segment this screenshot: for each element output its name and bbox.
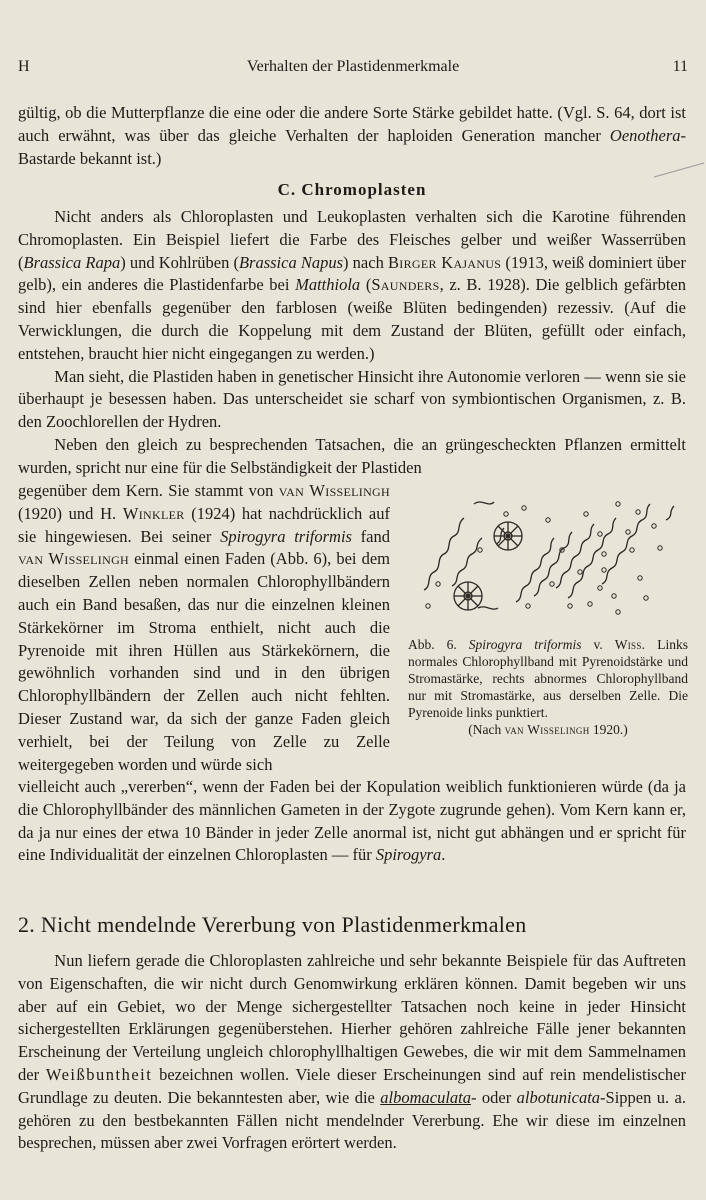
paragraph-chromoplasten: Nicht anders als Chloroplasten und Leukoplasten verhalten sich die Karotine führenden Chromoplasten. Ein Beispiel liefert die Farbe des Fleisches gelber und weißer Wasserrüben (Brassica Rapa) und Kohlrüben (Brassica Napus) nach Birger Kajanus (1913, weiß dominiert über gelb), ein anderes die Plastidenfarbe bei Matthiola (Saunders, z. B. 1928). Die gelblich gefärbten sind hier ebenfalls gegenüber den farblosen (weiße Blüten bedingenden) rezessiv. (Auf die Verwicklungen, die durch die Koppelung mit dem Zustand der Blüten, gefüllt oder einfach, entstehen, braucht hier nicht eingegangen zu werden.) Man sieht, die Plastiden haben in genetischer Hinsicht ihre Autonomie verloren — wenn sie sie überhaupt je besessen haben. Das unterscheidet sie scharf von symbiontischen Organismen, z. B. den Zoochlorellen der Hydren. Neben den gleich zu besprechenden Tatsachen, die an grüngescheckten Pflanzen ermittelt wurden, spricht nur eine für die Selbständigkeit der Plastiden [18,206,686,480]
paragraph-spirogyra-end: vielleicht auch „vererben“, wenn der Faden bei der Kopulation weiblich funktionieren würde (da ja die Chlorophyllbänder des männlichen Gameten in der Zygote zugrunde gehen). Vom Kern kann er, da ja nur eines der etwa 10 Bänder in jeder Zelle anormal ist, nicht gut abhängen und er spricht für eine Individualität der einzelnen Chloroplasten — für Spirogyra. [18,777,686,865]
intro-paragraph: gültig, ob die Mutterpflanze die eine oder die andere Sorte Stärke gebildet hatte. (Vgl. S. 64, dort ist auch erwähnt, was über das gleiche Verhalten der haploiden Generation mancher Oenothera-Bastarde bekannt ist.) [18,103,686,168]
running-header [18,58,688,82]
paragraph-spirogyra-column: gegenüber dem Kern. Sie stammt von van Wisselingh (1920) und H. Winkler (1924) hat nachdrücklich auf sie hingewiesen. Bei seiner Spirogyra triformis fand van Wisselingh einmal einen Faden (Abb. 6), bei dem dieselben Zellen neben normalen Chlorophyllbändern auch ein Band besaßen, das nur die einzelnen kleinen Stärkekörner im Stroma enthielt, nicht auch die Pyrenoide mit ihren Hüllen aus Stärkekörnern, die gewöhnlich vorhanden sind und in den übrigen Chlorophyllbändern der Zellen auch nicht fehlten. Dieser Zustand war, da sich der ganze Faden gleich verhielt, bei der Teilung von Zelle zu Zelle weitergegeben worden und würde sich [18,481,390,774]
header-signature: H [18,58,30,75]
paragraph-autonomie: Man sieht, die Plastiden haben in genetischer Hinsicht ihre Autonomie verloren — wenn sie sie überhaupt je besessen haben. Das unterscheidet sie scharf von symbiontischen Organismen, z. B. den Zoochlorellen der Hydren. [18,366,686,432]
paragraph-selbstaendigkeit-start: Neben den gleich zu besprechenden Tatsachen, die an grüngescheckten Pflanzen ermittelt wurden, spricht nur eine für die Selbständigkeit der Plastiden [18,434,686,477]
figure-spirogyra-illustration [404,488,694,638]
section-heading-nicht-mendelnde-vererbung: 2. Nicht mendelnde Vererbung von Plastidenmerkmalen [18,912,527,937]
figure-caption: Abb. 6. Spirogyra triformis v. Wiss. Links normales Chlorophyllband mit Pyrenoidstärke und Stromastärke, rechts abnormes Chlorophyllband nur mit Stromastärke, aus derselben Zelle. Die Pyrenoide links punktiert. (Nach van Wisselingh 1920.) [408,637,689,737]
section-heading-chromoplasten: C. Chromoplasten [277,180,427,199]
paragraph-weissbuntheit: Nun liefern gerade die Chloroplasten zahlreiche und sehr bekannte Beispiele für das Auftreten von Eigenschaften, die wir nicht durch Genomwirkung erklären können. Damit begeben wir uns aber auf ein Gebiet, wo der Menge sichergestellter Tatsachen noch keine in jeder Hinsicht sichergestellten Erklärungen gegenüberstehen. Hierher gehören zahlreiche Fälle jener bekannten Erscheinung der Verteilung ungleich chlorophyllhaltigen Gewebes, die wir mit dem Sammelnamen der Weißbuntheit bezeichnen wollen. Viele dieser Erscheinungen sind auf rein mendelistischer Grundlage zu deuten. Die bekanntesten aber, wie die albomaculata- oder albotunicata-Sippen u. a. gehören zu den bestbekannten Fällen nicht mendelnder Vererbung. Ehe wir diese im einzelnen besprechen, müssen aber zwei Vorfragen erörtert werden. [18,951,686,1153]
page-number: 11 [672,58,688,75]
pencil-mark [652,160,706,180]
header-title: Verhalten der Plastidenmerkmale [246,58,460,75]
